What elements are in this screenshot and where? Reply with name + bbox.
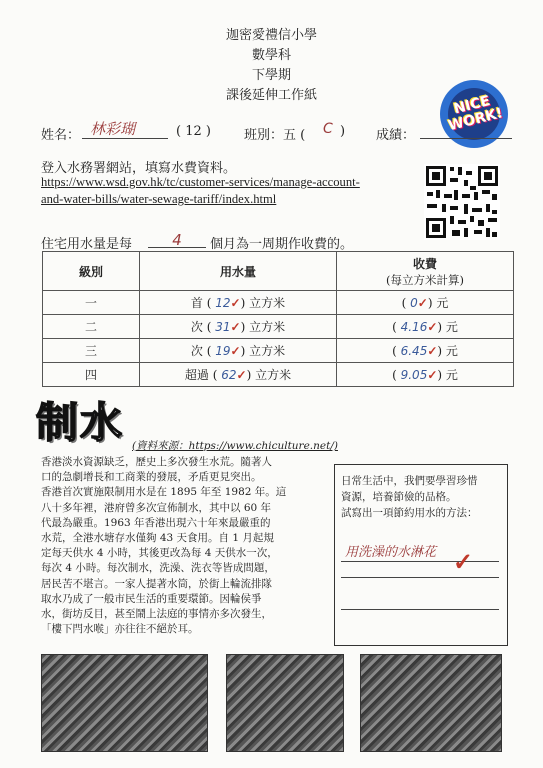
header-usage: 用水量 — [140, 252, 337, 291]
article-title: 制水 — [36, 398, 125, 447]
school-name: 迦密愛禮信小學 — [225, 28, 317, 43]
article-line: 居民苦不堪言。一家人提著水筒，於街上輪流排隊 — [41, 577, 272, 590]
article-line: 定每天供水 4 小時，其後更改為每 4 天供水一次， — [41, 547, 278, 560]
box-line: 資源，培養節儉的品格。 — [341, 491, 457, 503]
article-body — [41, 455, 321, 637]
tick-icon: ✓ — [236, 368, 247, 382]
wsd-link-line1[interactable]: https://www.wsd.gov.hk/tc/customer-services/manage-account- — [41, 175, 360, 189]
row-usage: 次 ( 31✓) 立方米 — [140, 315, 337, 339]
fee-input[interactable]: 0 — [410, 296, 418, 310]
score-field[interactable] — [420, 138, 512, 139]
row-level: 二 — [43, 315, 140, 339]
usage-input[interactable]: 12 — [215, 296, 231, 310]
tick-icon: ✓ — [230, 344, 241, 358]
worksheet-title: 課後延伸工作紙 — [225, 88, 317, 103]
table-row — [43, 315, 514, 339]
row-level: 四 — [43, 363, 140, 387]
tick-icon: ✓ — [230, 296, 241, 310]
photo-street-water-collection — [360, 654, 502, 752]
article-line: 香港淡水資源缺乏，歷史上多次發生水荒。隨著人 — [41, 456, 272, 468]
tick-icon: ✓ — [427, 344, 438, 358]
row-fee: ( 4.16✓) 元 — [337, 315, 514, 339]
row-level: 一 — [43, 291, 140, 315]
header-fee-title: 收費 — [412, 256, 437, 271]
term: 下學期 — [251, 68, 291, 83]
tick-icon: ✓ — [453, 547, 474, 576]
article-line: 口的急劇增長和工商業的發展，矛盾更見突出。 — [41, 471, 262, 484]
water-fee-table — [42, 251, 514, 387]
period-suffix: 個月為一周期作收費的。 — [210, 237, 354, 252]
header-fee-unit: (每立方米計算) — [386, 272, 464, 287]
class-number: ( 12 ) — [176, 124, 211, 139]
article-line: 每次 4 小時。每次制水，洗澡、洗衣等皆成問題， — [41, 562, 275, 575]
row-usage: 首 ( 12✓) 立方米 — [140, 291, 337, 315]
tick-icon: ✓ — [427, 320, 438, 334]
table-row — [43, 339, 514, 363]
article-line: 八十多年裡，港府曾多次宣佈制水，其中以 60 年 — [41, 501, 272, 514]
score-label: 成績： — [376, 128, 416, 143]
tick-icon: ✓ — [230, 320, 241, 334]
instruction-text: 登入水務署網站，填寫水費資料。 — [41, 161, 237, 176]
box-instructions — [341, 473, 478, 521]
wsd-link-line2[interactable]: and-water-bills/water-sewage-tariff/index.html — [41, 192, 277, 206]
tick-icon: ✓ — [427, 368, 438, 382]
name-label: 姓名： — [41, 128, 81, 143]
badge-text: NICE WORK! — [446, 93, 505, 135]
usage-input[interactable]: 19 — [215, 344, 231, 358]
answer-line-1[interactable] — [341, 543, 499, 576]
article-line: 「樓下閂水喉」亦往往不絕於耳。 — [41, 623, 199, 636]
period-field[interactable] — [148, 230, 206, 248]
answer-text: 用洗澡的水淋花 — [345, 545, 437, 560]
table-row — [43, 363, 514, 387]
subject: 數學科 — [251, 48, 291, 63]
period-value: 4 — [172, 231, 182, 249]
article-line: 香港首次實施限制用水是在 1895 年至 1982 年。這 — [41, 486, 287, 499]
row-usage: 次 ( 19✓) 立方米 — [140, 339, 337, 363]
name-field[interactable] — [82, 118, 168, 139]
name-value: 林彩瑚 — [90, 120, 136, 138]
tick-icon: ✓ — [417, 296, 428, 310]
row-usage: 超過 ( 62✓) 立方米 — [140, 363, 337, 387]
header-fee — [337, 252, 514, 291]
answer-line-3[interactable] — [341, 609, 499, 610]
article-line: 取水乃成了一般市民生活的重要環節。因輪侯爭 — [41, 592, 262, 605]
fee-input[interactable]: 6.45 — [400, 344, 428, 358]
qr-code[interactable] — [424, 164, 500, 240]
class-label: 班別：五 ( — [244, 128, 306, 143]
fee-input[interactable]: 9.05 — [400, 368, 428, 382]
photo-children-water-buckets — [41, 654, 208, 752]
row-level: 三 — [43, 339, 140, 363]
table-row — [43, 291, 514, 315]
class-value: C — [323, 121, 333, 137]
row-fee: ( 0✓) 元 — [337, 291, 514, 315]
class-close: ) — [340, 124, 346, 139]
qr-code-icon — [424, 164, 500, 240]
box-line: 試寫出一項節約用水的方法： — [341, 507, 478, 519]
answer-line-2[interactable] — [341, 577, 499, 578]
row-fee: ( 6.45✓) 元 — [337, 339, 514, 363]
photo-queue-for-water — [226, 654, 344, 752]
article-line: 水，街坊反目，甚至鬧上法庭的事情亦多次發生， — [41, 608, 272, 621]
box-line: 日常生活中，我們要學習珍惜 — [341, 475, 478, 487]
period-prefix: 住宅用水量是每 — [41, 237, 133, 252]
header-level: 級別 — [43, 252, 140, 291]
usage-input[interactable]: 62 — [221, 368, 237, 382]
article-line: 代最為嚴重。1963 年香港出現六十年來最嚴重的 — [41, 516, 271, 529]
fee-input[interactable]: 4.16 — [400, 320, 428, 334]
row-fee: ( 9.05✓) 元 — [337, 363, 514, 387]
table-header-row — [43, 252, 514, 291]
water-saving-box — [334, 464, 508, 646]
article-line: 水荒，全港水塘存水僅夠 43 天食用。自 1 月起規 — [41, 532, 274, 545]
usage-input[interactable]: 31 — [215, 320, 231, 334]
article-source: (資料來源：https://www.chiculture.net/) — [132, 440, 338, 452]
